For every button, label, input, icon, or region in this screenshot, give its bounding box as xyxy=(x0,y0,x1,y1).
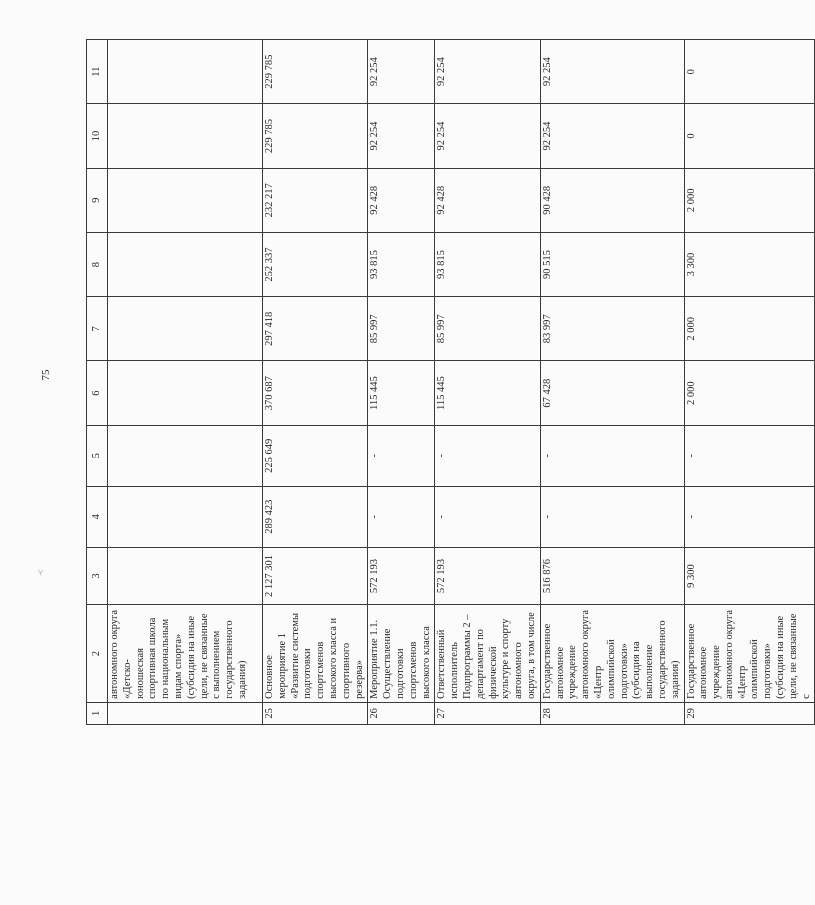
cell-col8: 93 815 xyxy=(435,232,540,296)
cell-total: 516 876 xyxy=(540,547,684,605)
cell-col10: 92 254 xyxy=(435,104,540,168)
table-header-row xyxy=(87,40,108,725)
table-row xyxy=(263,40,368,725)
cell-total: 2 127 301 xyxy=(263,547,368,605)
row-name: Государственное автономное учреждение автономного округа «Центр олимпийской подготовки» (субсидия на выполнение государственного задания) xyxy=(540,605,684,703)
budget-table xyxy=(86,39,815,725)
cell-col5: 225 649 xyxy=(263,425,368,486)
cell-col4: - xyxy=(368,486,435,547)
cell-col6: 115 445 xyxy=(368,361,435,425)
cell-col4: - xyxy=(435,486,540,547)
row-name: Ответственный исполнитель Подпрограммы 2 – департамент по физической культуре и спорту автономного округа, в том числе xyxy=(435,605,540,703)
cell-col6: 370 687 xyxy=(263,361,368,425)
cell-total xyxy=(108,547,263,605)
row-index: 28 xyxy=(540,702,684,724)
cell-col5: - xyxy=(540,425,684,486)
column-header: 3 xyxy=(87,547,108,605)
row-name: Государственное автономное учреждение автономного округа «Центр олимпийской подготовки» (субсидия на иные цели, не связанные с xyxy=(684,605,815,703)
column-header: 5 xyxy=(87,425,108,486)
column-header: 4 xyxy=(87,486,108,547)
cell-col8: 93 815 xyxy=(368,232,435,296)
cell-col11: 92 254 xyxy=(368,40,435,104)
row-index xyxy=(108,702,263,724)
column-header: 8 xyxy=(87,232,108,296)
cell-col4: 289 423 xyxy=(263,486,368,547)
page-number: 75 xyxy=(40,369,52,381)
cell-col10: 0 xyxy=(684,104,815,168)
cell-col11: 92 254 xyxy=(435,40,540,104)
row-index: 27 xyxy=(435,702,540,724)
cell-total: 9 300 xyxy=(684,547,815,605)
cell-col6 xyxy=(108,361,263,425)
row-name: Основное мероприятие 1 «Развитие системы подготовки спортсменов высокого класса и спортивного резерва» xyxy=(263,605,368,703)
row-index: 29 xyxy=(684,702,815,724)
cell-col7: 297 418 xyxy=(263,297,368,361)
cell-col11: 92 254 xyxy=(540,40,684,104)
cell-col9: 92 428 xyxy=(368,168,435,232)
cell-col8: 3 300 xyxy=(684,232,815,296)
cell-col8: 90 515 xyxy=(540,232,684,296)
cell-col6: 2 000 xyxy=(684,361,815,425)
cell-col9: 2 000 xyxy=(684,168,815,232)
cell-col7 xyxy=(108,297,263,361)
column-header: 6 xyxy=(87,361,108,425)
cell-col11: 0 xyxy=(684,40,815,104)
cell-col6: 115 445 xyxy=(435,361,540,425)
cell-total: 572 193 xyxy=(435,547,540,605)
cell-col9: 90 428 xyxy=(540,168,684,232)
cell-col10: 92 254 xyxy=(368,104,435,168)
column-header: 9 xyxy=(87,168,108,232)
rotated-table-container xyxy=(86,39,812,725)
cell-col11: 229 785 xyxy=(263,40,368,104)
cell-col4 xyxy=(108,486,263,547)
cell-col4: - xyxy=(684,486,815,547)
column-header: 2 xyxy=(87,605,108,703)
table-row xyxy=(435,40,540,725)
cell-col10: 229 785 xyxy=(263,104,368,168)
row-name: автономного округа «Детско-юношеская спортивная школа по национальным видам спорта» (субсидия на иные цели, не связанные с выполнением государственного задания) xyxy=(108,605,263,703)
row-index: 25 xyxy=(263,702,368,724)
cell-col9: 92 428 xyxy=(435,168,540,232)
cell-col5 xyxy=(108,425,263,486)
scan-mark: -с xyxy=(35,569,45,576)
row-name: Мероприятие 1.1. Осуществление подготовки спортсменов высокого класса xyxy=(368,605,435,703)
cell-col6: 67 428 xyxy=(540,361,684,425)
cell-col5: - xyxy=(435,425,540,486)
column-header: 10 xyxy=(87,104,108,168)
cell-col10: 92 254 xyxy=(540,104,684,168)
cell-col7: 83 997 xyxy=(540,297,684,361)
table-row xyxy=(540,40,684,725)
cell-total: 572 193 xyxy=(368,547,435,605)
table-row xyxy=(368,40,435,725)
column-header: 11 xyxy=(87,40,108,104)
cell-col11 xyxy=(108,40,263,104)
cell-col5: - xyxy=(684,425,815,486)
column-header: 7 xyxy=(87,297,108,361)
cell-col9: 232 217 xyxy=(263,168,368,232)
cell-col5: - xyxy=(368,425,435,486)
row-index: 26 xyxy=(368,702,435,724)
cell-col10 xyxy=(108,104,263,168)
cell-col8: 252 337 xyxy=(263,232,368,296)
cell-col9 xyxy=(108,168,263,232)
cell-col7: 2 000 xyxy=(684,297,815,361)
table-row xyxy=(684,40,815,725)
cell-col7: 85 997 xyxy=(435,297,540,361)
table-row xyxy=(108,40,263,725)
cell-col8 xyxy=(108,232,263,296)
cell-col4: - xyxy=(540,486,684,547)
column-header: 1 xyxy=(87,702,108,724)
cell-col7: 85 997 xyxy=(368,297,435,361)
